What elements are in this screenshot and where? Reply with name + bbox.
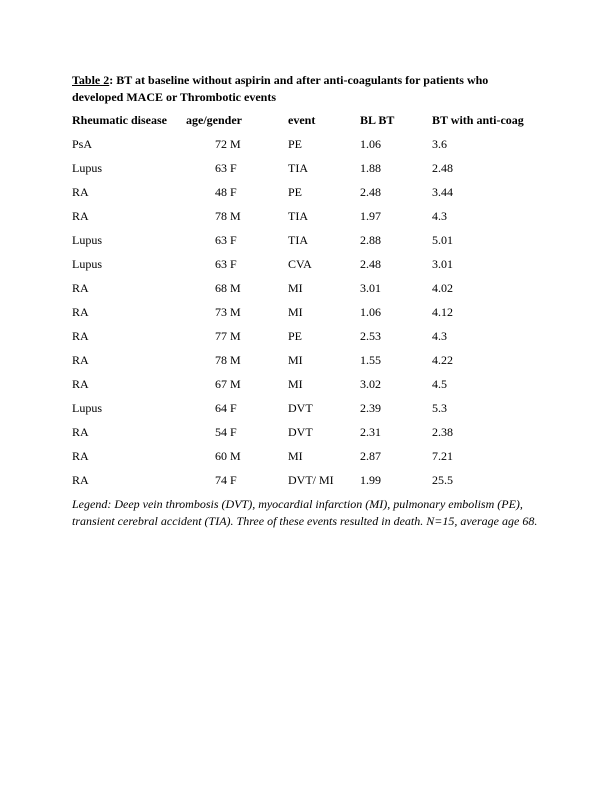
cell-event: MI (288, 377, 303, 391)
cell-age-gender: 48 F (215, 185, 237, 199)
cell-event: DVT (288, 401, 313, 415)
cell-age-gender: 63 F (215, 233, 237, 247)
cell-bt-anti-coag: 4.02 (432, 281, 453, 295)
cell-bl-bt: 1.06 (360, 137, 381, 151)
cell-rheumatic-disease: RA (72, 449, 89, 463)
header-bl-bt: BL BT (360, 113, 395, 127)
cell-age-gender: 63 F (215, 257, 237, 271)
cell-bt-anti-coag: 2.48 (432, 161, 453, 175)
cell-rheumatic-disease: RA (72, 305, 89, 319)
cell-rheumatic-disease: RA (72, 473, 89, 487)
cell-bl-bt: 1.88 (360, 161, 381, 175)
header-event: event (288, 113, 316, 127)
header-age-gender: age/gender (186, 113, 242, 127)
cell-event: PE (288, 185, 303, 199)
cell-rheumatic-disease: RA (72, 329, 89, 343)
cell-bl-bt: 1.06 (360, 305, 381, 319)
cell-age-gender: 63 F (215, 161, 237, 175)
cell-bl-bt: 2.53 (360, 329, 381, 343)
cell-bl-bt: 2.39 (360, 401, 381, 415)
cell-bt-anti-coag: 5.01 (432, 233, 453, 247)
cell-event: TIA (288, 233, 308, 247)
cell-rheumatic-disease: Lupus (72, 233, 102, 247)
cell-event: MI (288, 281, 303, 295)
cell-event: CVA (288, 257, 312, 271)
cell-event: MI (288, 449, 303, 463)
table-caption (72, 72, 542, 106)
cell-bl-bt: 2.48 (360, 185, 381, 199)
cell-bt-anti-coag: 3.44 (432, 185, 453, 199)
cell-bt-anti-coag: 4.12 (432, 305, 453, 319)
cell-event: PE (288, 137, 303, 151)
cell-event: MI (288, 305, 303, 319)
cell-bt-anti-coag: 4.22 (432, 353, 453, 367)
cell-age-gender: 54 F (215, 425, 237, 439)
cell-event: TIA (288, 161, 308, 175)
cell-age-gender: 77 M (215, 329, 241, 343)
cell-event: PE (288, 329, 303, 343)
cell-bt-anti-coag: 25.5 (432, 473, 453, 487)
cell-rheumatic-disease: Lupus (72, 257, 102, 271)
table-caption-text: : BT at baseline without aspirin and after anti-coagulants for patients who developed MACE or Thrombotic events (72, 73, 489, 104)
cell-bl-bt: 3.01 (360, 281, 381, 295)
cell-bt-anti-coag: 2.38 (432, 425, 453, 439)
cell-bt-anti-coag: 4.3 (432, 329, 447, 343)
cell-age-gender: 73 M (215, 305, 241, 319)
cell-rheumatic-disease: RA (72, 353, 89, 367)
cell-age-gender: 72 M (215, 137, 241, 151)
cell-age-gender: 74 F (215, 473, 237, 487)
cell-event: TIA (288, 209, 308, 223)
cell-bt-anti-coag: 3.6 (432, 137, 447, 151)
cell-age-gender: 67 M (215, 377, 241, 391)
cell-rheumatic-disease: RA (72, 377, 89, 391)
cell-age-gender: 78 M (215, 209, 241, 223)
cell-bl-bt: 1.99 (360, 473, 381, 487)
cell-rheumatic-disease: RA (72, 425, 89, 439)
cell-rheumatic-disease: RA (72, 185, 89, 199)
cell-age-gender: 78 M (215, 353, 241, 367)
cell-event: MI (288, 353, 303, 367)
cell-bt-anti-coag: 5.3 (432, 401, 447, 415)
header-rheumatic-disease: Rheumatic disease (72, 113, 167, 127)
cell-event: DVT/ MI (288, 473, 334, 487)
cell-bt-anti-coag: 4.5 (432, 377, 447, 391)
cell-rheumatic-disease: Lupus (72, 401, 102, 415)
table-caption-label: Table 2 (72, 73, 110, 87)
cell-bt-anti-coag: 7.21 (432, 449, 453, 463)
cell-bl-bt: 3.02 (360, 377, 381, 391)
cell-bl-bt: 1.55 (360, 353, 381, 367)
table-legend: Legend: Deep vein thrombosis (DVT), myocardial infarction (MI), pulmonary embolism (PE), transient cerebral accident (TIA). Three of these events resulted in death. N=15, average age 68. (72, 497, 538, 528)
header-bt-anti-coag: BT with anti-coag (432, 113, 524, 127)
cell-age-gender: 64 F (215, 401, 237, 415)
cell-bt-anti-coag: 3.01 (432, 257, 453, 271)
cell-event: DVT (288, 425, 313, 439)
cell-bl-bt: 2.48 (360, 257, 381, 271)
cell-bl-bt: 1.97 (360, 209, 381, 223)
cell-age-gender: 68 M (215, 281, 241, 295)
cell-bl-bt: 2.31 (360, 425, 381, 439)
cell-age-gender: 60 M (215, 449, 241, 463)
cell-bl-bt: 2.88 (360, 233, 381, 247)
cell-rheumatic-disease: RA (72, 209, 89, 223)
cell-rheumatic-disease: RA (72, 281, 89, 295)
cell-bt-anti-coag: 4.3 (432, 209, 447, 223)
cell-rheumatic-disease: Lupus (72, 161, 102, 175)
cell-bl-bt: 2.87 (360, 449, 381, 463)
cell-rheumatic-disease: PsA (72, 137, 93, 151)
